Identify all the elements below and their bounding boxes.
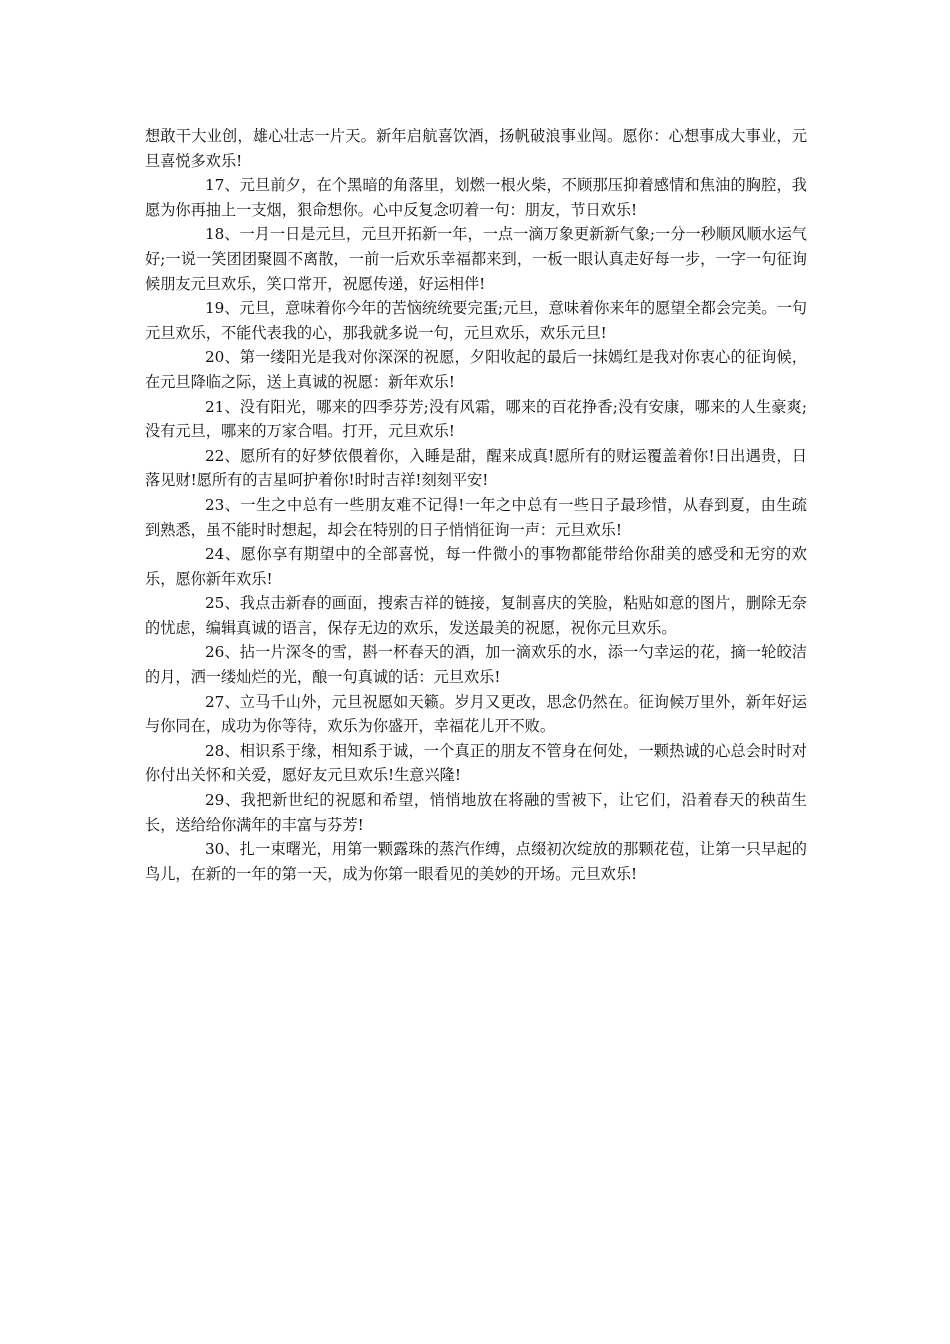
paragraph-21: 21、没有阳光，哪来的四季芬芳;没有风霜，哪来的百花挣香;没有安康，哪来的人生豪爽;没有元旦，哪来的万家合唱。打开，元旦欢乐! <box>145 397 807 441</box>
paragraph-28: 28、相识系于缘，相知系于诚，一个真正的朋友不管身在何处，一颗热诚的心总会时时对你付出关怀和关爱，愿好友元旦欢乐!生意兴隆! <box>145 741 807 785</box>
paragraph-30: 30、扎一束曙光，用第一颗露珠的蒸汽作缚，点缀初次绽放的那颗花苞，让第一只早起的鸟儿，在新的一年的第一天，成为你第一眼看见的美妙的开场。元旦欢乐! <box>145 840 807 883</box>
paragraph-29: 29、我把新世纪的祝愿和希望，悄悄地放在将融的雪被下，让它们，沿着春天的秧苗生长，送给给你满年的丰富与芬芳! <box>145 791 807 834</box>
paragraph-continuation: 想敢干大业创，雄心壮志一片天。新年启航喜饮酒，扬帆破浪事业闯。愿你：心想事成大事业，元旦喜悦多欢乐! <box>145 127 807 170</box>
paragraph-25: 25、我点击新春的画面，搜索吉祥的链接，复制喜庆的笑脸，粘贴如意的图片，删除无奈的忧虑，编辑真诚的语言，保存无边的欢乐，发送最美的祝愿，祝你元旦欢乐。 <box>145 594 807 637</box>
document-body <box>145 124 807 886</box>
paragraph-27: 27、立马千山外，元旦祝愿如天籁。岁月又更改，思念仍然在。征询候万里外，新年好运与你同在，成功为你等待，欢乐为你盛开，幸福花儿开不败。 <box>145 692 807 736</box>
paragraph-24: 24、愿你享有期望中的全部喜悦，每一件微小的事物都能带给你甜美的感受和无穷的欢乐，愿你新年欢乐! <box>145 545 807 588</box>
paragraph-19: 19、元旦，意味着你今年的苦恼统统要完蛋;元旦，意味着你来年的愿望全都会完美。一句元旦欢乐，不能代表我的心，那我就多说一句，元旦欢乐，欢乐元旦! <box>145 299 807 342</box>
paragraph-23: 23、一生之中总有一些朋友难不记得!一年之中总有一些日子最珍惜，从春到夏，由生疏到熟悉，虽不能时时想起，却会在特别的日子悄悄征询一声：元旦欢乐! <box>145 495 807 539</box>
paragraph-18: 18、一月一日是元旦，元旦开拓新一年，一点一滴万象更新新气象;一分一秒顺风顺水运气好;一说一笑团团聚圆不离散，一前一后欢乐幸福都来到，一板一眼认真走好每一步，一字一句征询候朋友元旦欢乐，笑口常开，祝愿传递，好运相伴! <box>145 225 807 293</box>
paragraph-20: 20、第一缕阳光是我对你深深的祝愿，夕阳收起的最后一抹嫣红是我对你衷心的征询候，在元旦降临之际，送上真诚的祝愿：新年欢乐! <box>145 348 807 391</box>
paragraph-26: 26、拈一片深冬的雪，斟一杯春天的酒，加一滴欢乐的水，添一勺幸运的花，摘一轮皎洁的月，洒一缕灿烂的光，酿一句真诚的话：元旦欢乐! <box>145 643 807 687</box>
paragraph-22: 22、愿所有的好梦依偎着你，入睡是甜，醒来成真!愿所有的财运覆盖着你!日出遇贵，日落见财!愿所有的吉星呵护着你!时时吉祥!刻刻平安! <box>145 446 807 490</box>
paragraph-17: 17、元旦前夕，在个黑暗的角落里，划燃一根火柴，不顾那压抑着感情和焦油的胸腔，我愿为你再抽上一支烟，狠命想你。心中反复念叨着一句：朋友，节日欢乐! <box>145 176 807 219</box>
